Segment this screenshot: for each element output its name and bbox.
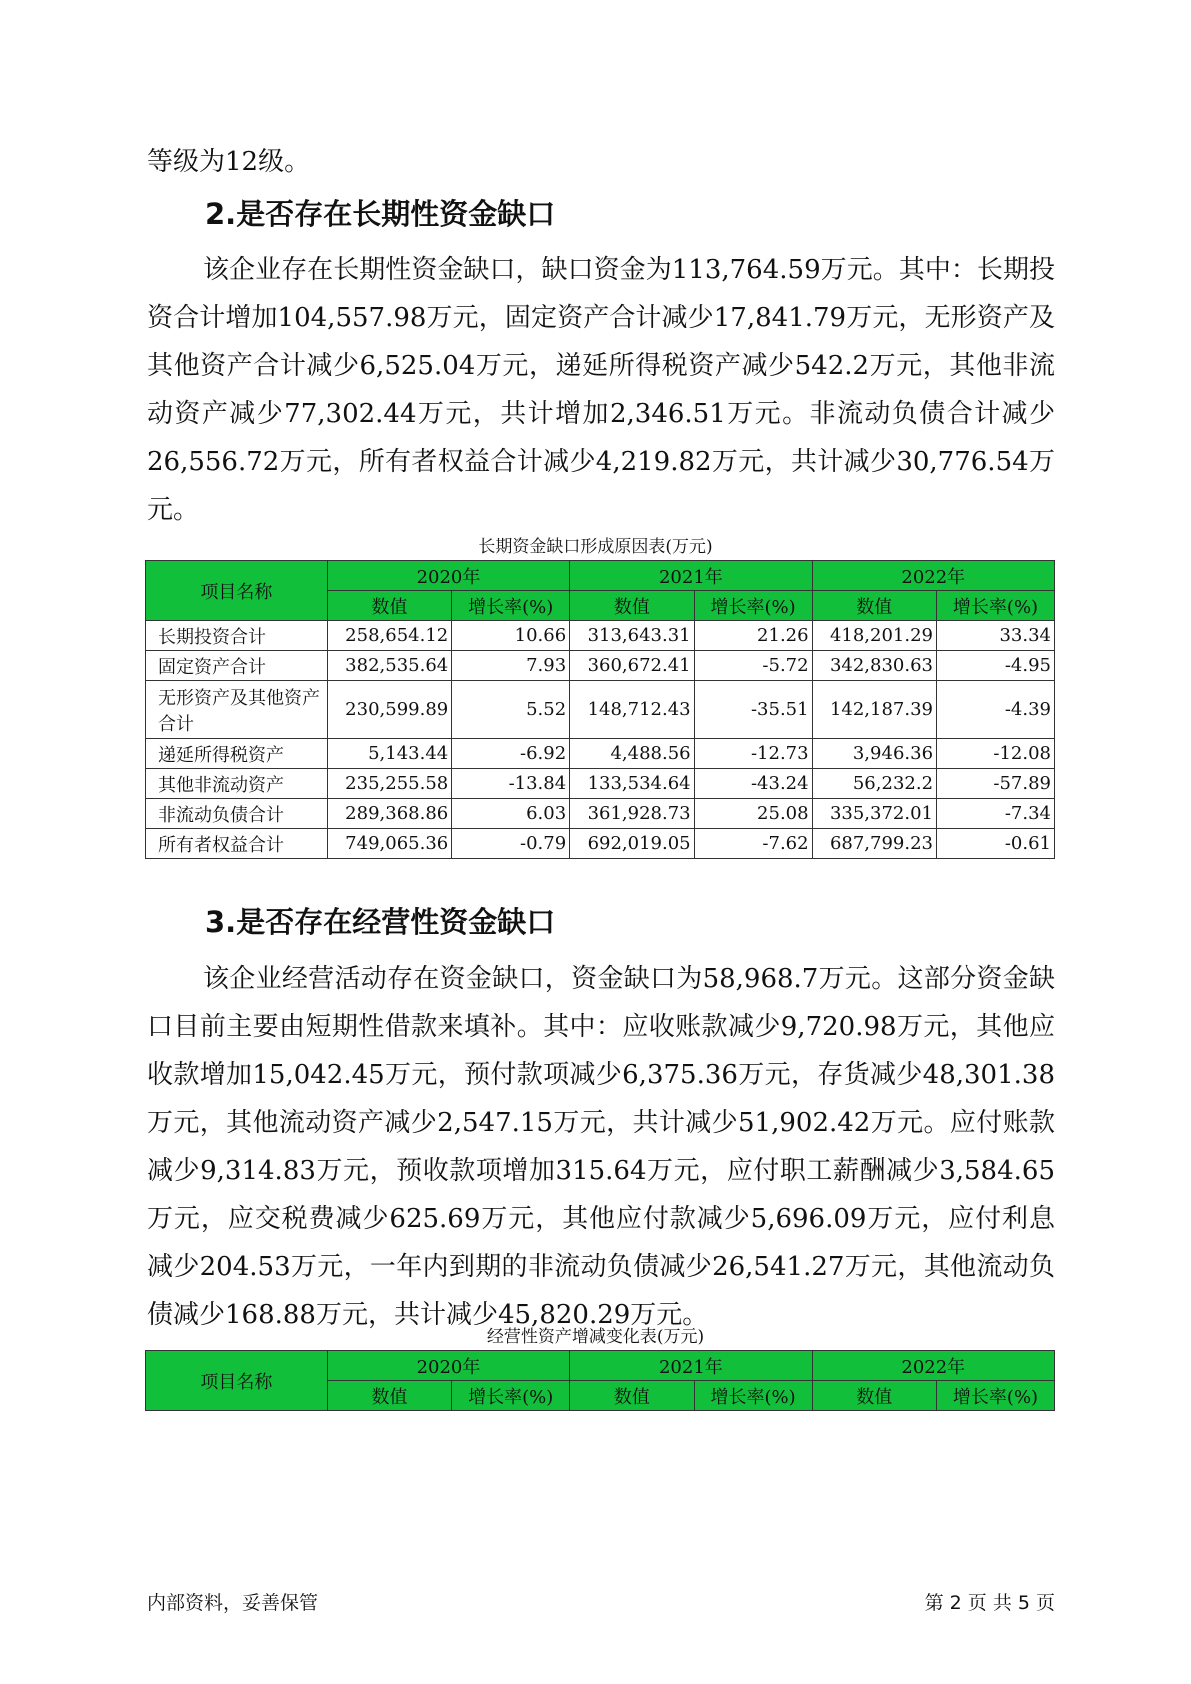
- cell-value: 360,672.41: [570, 651, 694, 681]
- table2-sub-value: 数值: [812, 1381, 936, 1411]
- cell-growth-rate: -13.84: [452, 769, 570, 799]
- table2-year-2020: 2020年: [327, 1351, 569, 1381]
- table2-sub-value: 数值: [327, 1381, 451, 1411]
- table1-sub-growth: 增长率(%): [452, 591, 570, 621]
- table-row: [146, 681, 1055, 739]
- table1-caption: 长期资金缺口形成原因表(万元): [478, 537, 713, 557]
- table-row: [146, 651, 1055, 681]
- table-row: [146, 769, 1055, 799]
- table-row: [146, 799, 1055, 829]
- row-item-name: 长期投资合计: [146, 621, 328, 651]
- table-row: [146, 829, 1055, 859]
- row-item-name: 递延所得税资产: [146, 739, 328, 769]
- row-item-name: 其他非流动资产: [146, 769, 328, 799]
- cell-growth-rate: 25.08: [694, 799, 812, 829]
- cell-value: 313,643.31: [570, 621, 694, 651]
- row-item-name: 非流动负债合计: [146, 799, 328, 829]
- cell-growth-rate: -4.39: [937, 681, 1055, 739]
- cell-growth-rate: -12.73: [694, 739, 812, 769]
- cell-growth-rate: 6.03: [452, 799, 570, 829]
- cell-value: 258,654.12: [327, 621, 451, 651]
- operating-assets-table: [145, 1350, 1055, 1411]
- cell-growth-rate: -35.51: [694, 681, 812, 739]
- cell-value: 235,255.58: [327, 769, 451, 799]
- cell-value: 692,019.05: [570, 829, 694, 859]
- footer-confidential: 内部资料，妥善保管: [147, 1592, 319, 1614]
- table2-sub-value: 数值: [570, 1381, 694, 1411]
- intro-line: 等级为12级。: [147, 147, 311, 177]
- cell-growth-rate: -43.24: [694, 769, 812, 799]
- table1-sub-growth: 增长率(%): [694, 591, 812, 621]
- footer-page-number: 第 2 页 共 5 页: [924, 1592, 1055, 1614]
- cell-growth-rate: -6.92: [452, 739, 570, 769]
- table2-sub-growth: 增长率(%): [452, 1381, 570, 1411]
- table1-sub-value: 数值: [812, 591, 936, 621]
- table1-body: [146, 621, 1055, 859]
- cell-growth-rate: -5.72: [694, 651, 812, 681]
- cell-value: 148,712.43: [570, 681, 694, 739]
- cell-growth-rate: -0.61: [937, 829, 1055, 859]
- cell-growth-rate: -7.34: [937, 799, 1055, 829]
- table2-sub-growth: 增长率(%): [694, 1381, 812, 1411]
- table-row: [146, 739, 1055, 769]
- section2-paragraph: 该企业存在长期性资金缺口，缺口资金为113,764.59万元。其中：长期投资合计增加104,557.98万元，固定资产合计减少17,841.79万元，无形资产及其他资产合计减少6,525.04万元，递延所得税资产减少542.2万元，其他非流动资产减少77,302.44万元，共计增加2,346.51万元。非流动负债合计减少26,556.72万元，所有者权益合计减少4,219.82万元，共计减少30,776.54万元。: [147, 255, 1055, 525]
- cell-growth-rate: 10.66: [452, 621, 570, 651]
- cell-growth-rate: -0.79: [452, 829, 570, 859]
- table1-sub-growth: 增长率(%): [937, 591, 1055, 621]
- cell-value: 5,143.44: [327, 739, 451, 769]
- cell-value: 4,488.56: [570, 739, 694, 769]
- cell-value: 56,232.2: [812, 769, 936, 799]
- cell-growth-rate: -57.89: [937, 769, 1055, 799]
- cell-value: 749,065.36: [327, 829, 451, 859]
- table2-year-2021: 2021年: [570, 1351, 812, 1381]
- table2-header-row-years: [146, 1351, 1055, 1381]
- cell-value: 142,187.39: [812, 681, 936, 739]
- table1-year-2022: 2022年: [812, 561, 1054, 591]
- cell-value: 335,372.01: [812, 799, 936, 829]
- table1-sub-value: 数值: [327, 591, 451, 621]
- table1-item-header: 项目名称: [146, 561, 328, 621]
- cell-value: 289,368.86: [327, 799, 451, 829]
- cell-growth-rate: 21.26: [694, 621, 812, 651]
- table1-header-row-years: [146, 561, 1055, 591]
- table-row: [146, 621, 1055, 651]
- row-item-name: 所有者权益合计: [146, 829, 328, 859]
- section3-paragraph: 该企业经营活动存在资金缺口，资金缺口为58,968.7万元。这部分资金缺口目前主要由短期性借款来填补。其中：应收账款减少9,720.98万元，其他应收款增加15,042.45万元，预付款项减少6,375.36万元，存货减少48,301.38万元，其他流动资产减少2,547.15万元，共计减少51,902.42万元。应付账款减少9,314.83万元，预收款项增加315.64万元，应付职工薪酬减少3,584.65万元，应交税费减少625.69万元，其他应付款减少5,696.09万元，应付利息减少204.53万元，一年内到期的非流动负债减少26,541.27万元，其他流动负债减少168.88万元，共计减少45,820.29万元。: [147, 964, 1055, 1330]
- row-item-name: 固定资产合计: [146, 651, 328, 681]
- cell-value: 382,535.64: [327, 651, 451, 681]
- cell-value: 687,799.23: [812, 829, 936, 859]
- row-item-name: 无形资产及其他资产合计: [146, 681, 328, 739]
- table2-item-header: 项目名称: [146, 1351, 328, 1411]
- section2-heading: 2.是否存在长期性资金缺口: [205, 197, 556, 231]
- cell-growth-rate: 5.52: [452, 681, 570, 739]
- cell-value: 3,946.36: [812, 739, 936, 769]
- table2-caption: 经营性资产增减变化表(万元): [486, 1327, 705, 1347]
- cell-value: 342,830.63: [812, 651, 936, 681]
- table1-year-2020: 2020年: [327, 561, 569, 591]
- cell-growth-rate: -4.95: [937, 651, 1055, 681]
- table2-year-2022: 2022年: [812, 1351, 1054, 1381]
- cell-value: 133,534.64: [570, 769, 694, 799]
- long-term-gap-table: [145, 560, 1055, 859]
- section3-heading: 3.是否存在经营性资金缺口: [205, 905, 556, 939]
- cell-value: 230,599.89: [327, 681, 451, 739]
- cell-value: 418,201.29: [812, 621, 936, 651]
- table2-sub-growth: 增长率(%): [937, 1381, 1055, 1411]
- table1-year-2021: 2021年: [570, 561, 812, 591]
- cell-value: 361,928.73: [570, 799, 694, 829]
- table1-sub-value: 数值: [570, 591, 694, 621]
- cell-growth-rate: -12.08: [937, 739, 1055, 769]
- cell-growth-rate: 7.93: [452, 651, 570, 681]
- cell-growth-rate: -7.62: [694, 829, 812, 859]
- cell-growth-rate: 33.34: [937, 621, 1055, 651]
